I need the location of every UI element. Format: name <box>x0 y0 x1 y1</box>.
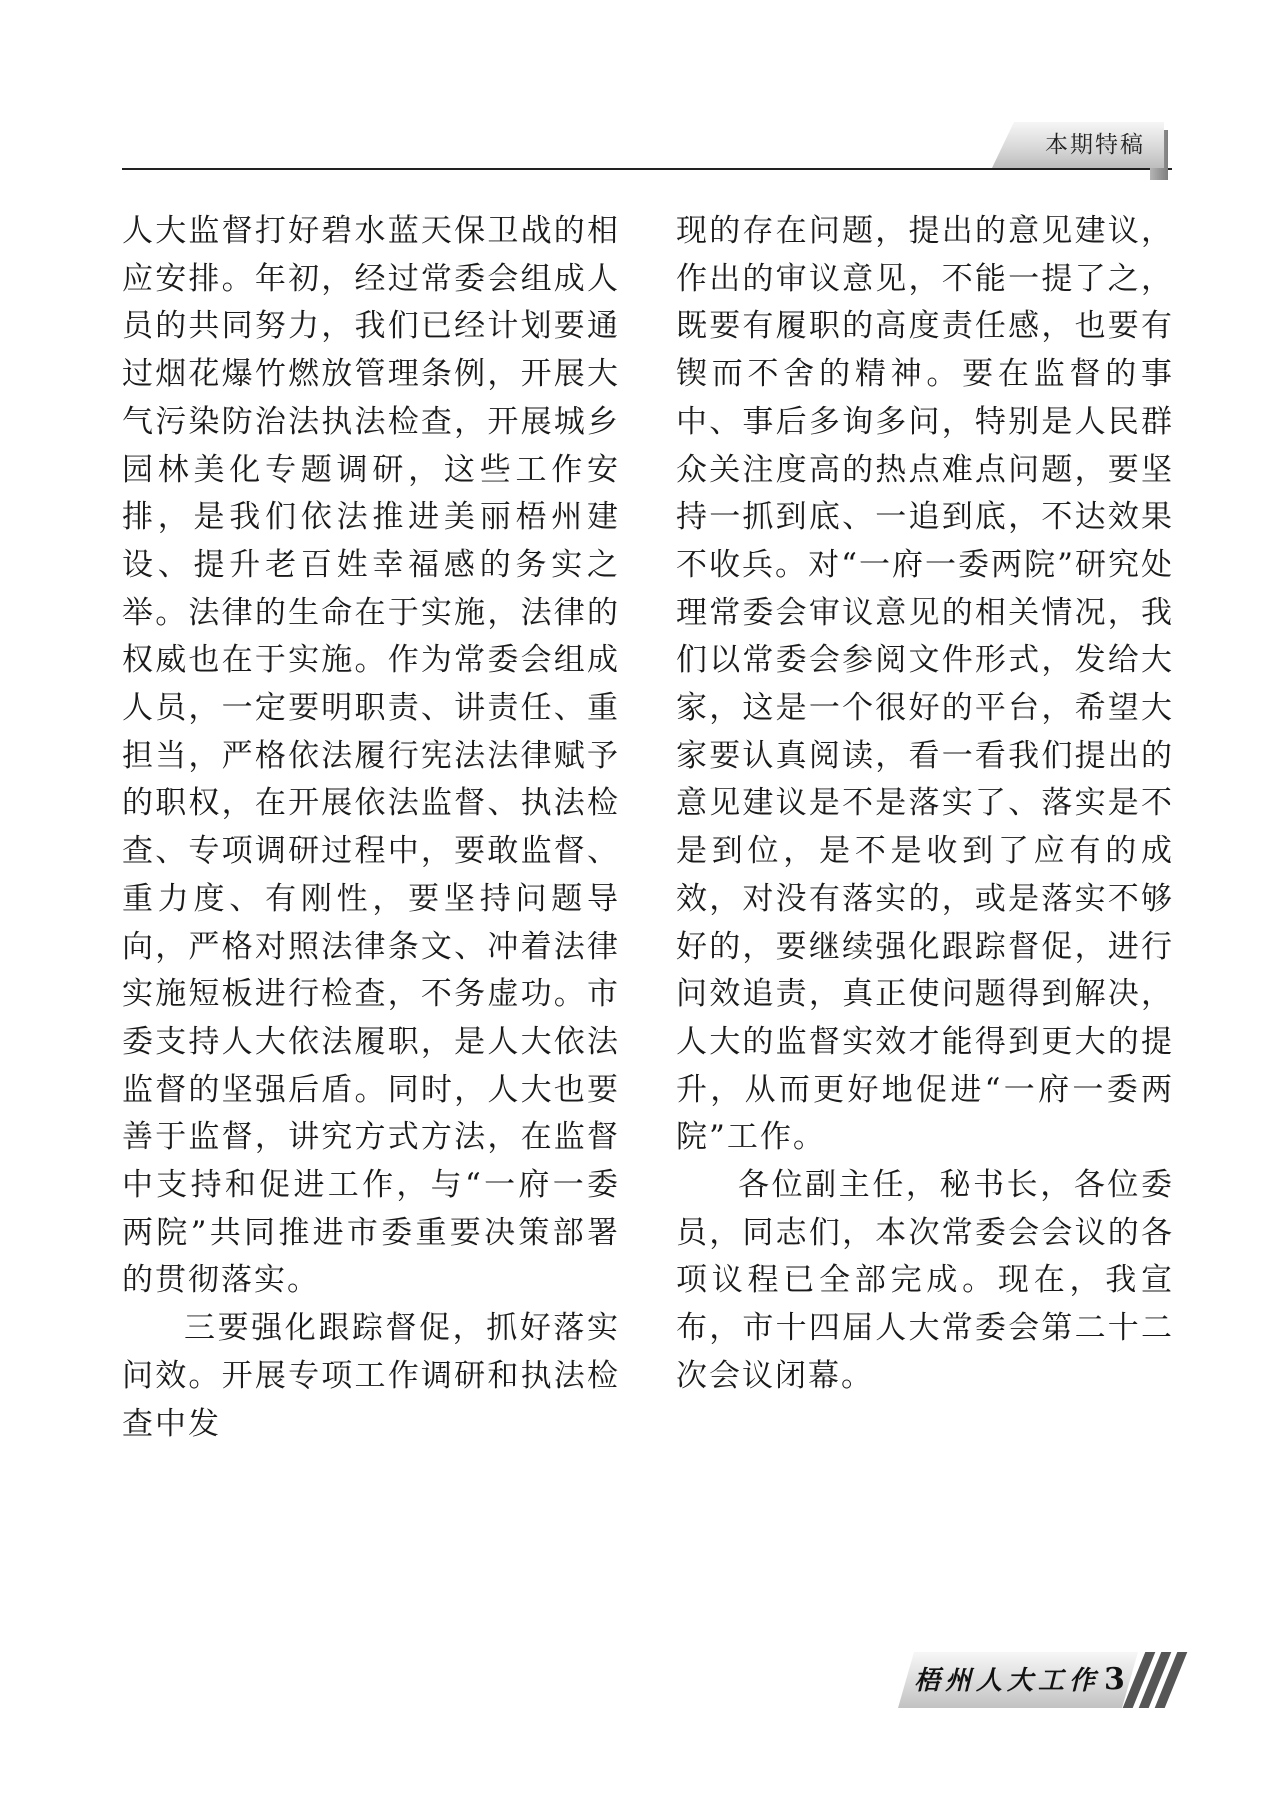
paragraph: 各位副主任，秘书长，各位委员，同志们，本次常委会会议的各项议程已全部完成。现在，我宣布，市十四届人大常委会第二十二次会议闭幕。 <box>676 1167 1174 1394</box>
journal-name: 梧州人大工作 <box>914 1666 1101 1696</box>
footer-label <box>914 1660 1134 1701</box>
page-number: 3 <box>1104 1662 1125 1697</box>
header-rule <box>122 168 1172 170</box>
paragraph: 人大监督打好碧水蓝天保卫战的相应安排。年初，经过常委会组成人员的共同努力，我们已经计划要通过烟花爆竹燃放管理条例，开展大气污染防治法执法检查，开展城乡园林美化专题调研，这些工作安排，是我们依法推进美丽梧州建设、提升老百姓幸福感的务实之举。法律的生命在于实施，法律的权威也在于实施。作为常委会组成人员，一定要明职责、讲责任、重担当，严格依法履行宪法法律赋予的职权，在开展依法监督、执法检查、专项调研过程中，要敢监督、重力度、有刚性，要坚持问题导向，严格对照法律条文、冲着法律实施短板进行检查，不务虚功。市委支持人大依法履职，是人大依法监督的坚强后盾。同时，人大也要善于监督，讲究方式方法，在监督中支持和促进工作，与“一府一委两院”共同推进市委重要决策部署的贯彻落实。 <box>122 213 620 1299</box>
left-column <box>122 208 620 1448</box>
section-title: 本期特稿 <box>1045 132 1145 158</box>
paragraph: 三要强化跟踪督促，抓好落实问效。开展专项工作调研和执法检查中发 <box>122 1310 620 1442</box>
paragraph: 现的存在问题，提出的意见建议，作出的审议意见，不能一提了之，既要有履职的高度责任感，也要有锲而不舍的精神。要在监督的事中、事后多询多问，特别是人民群众关注度高的热点难点问题，要坚持一抓到底、一追到底，不达效果不收兵。对“一府一委两院”研究处理常委会审议意见的相关情况，我们以常委会参阅文件形式，发给大家，这是一个很好的平台，希望大家要认真阅读，看一看我们提出的意见建议是不是落实了、落实是不是到位，是不是收到了应有的成效，对没有落实的，或是落实不够好的，要继续强化跟踪督促，进行问效追责，真正使问题得到解决，人大的监督实效才能得到更大的提升，从而更好地促进“一府一委两院”工作。 <box>676 213 1174 1156</box>
page-footer <box>898 1652 1178 1708</box>
right-column <box>676 208 1174 1401</box>
